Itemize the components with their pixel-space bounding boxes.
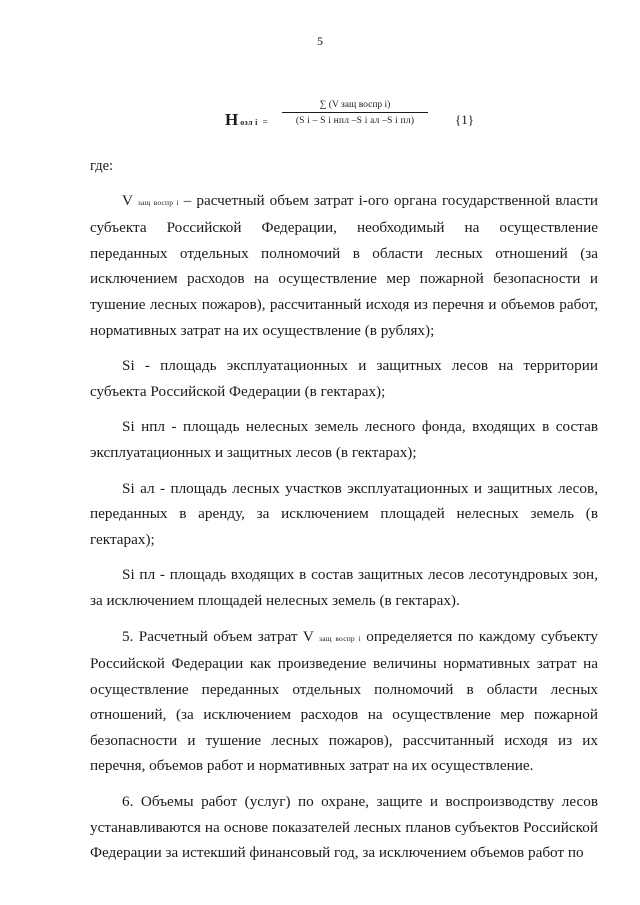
definition-v <box>90 188 598 344</box>
definition-si: Si - площадь эксплуатационных и защитных лесов на территории субъекта Российской Федерации (в гектарах); <box>90 357 598 400</box>
paragraph-6: 6. Объемы работ (услуг) по охране, защите и воспроизводству лесов устанавливаются на основе показателей лесных планов субъектов Российской Федерации за истекший финансовый год, за исключением объемов работ по <box>90 793 598 862</box>
formula-lhs <box>225 110 268 130</box>
definition-si-al: Si ал - площадь лесных участков эксплуатационных и защитных лесов, переданных в аренду, за исключением площадей нелесных земель (в гектарах); <box>90 479 598 548</box>
formula-numerator: ∑ (V защ воспр i) <box>319 100 391 110</box>
page-number: 5 <box>317 34 323 48</box>
formula-symbol: Н <box>225 110 239 129</box>
definition-si-npl: Si нпл - площадь нелесных земель лесного фонда, входящих в состав эксплуатационных и защитных лесов (в гектарах); <box>90 418 598 461</box>
paragraph-5-subscript: защ воспр i <box>319 633 361 643</box>
definition-si-pl: Si пл - площадь входящих в состав защитных лесов лесотундровых зон, за исключением площадей нелесных земель (в гектарах). <box>90 566 598 609</box>
formula-equals: = <box>262 117 268 127</box>
definition-v-subscript: защ воспр i <box>137 197 179 207</box>
paragraph-5-before: 5. Расчетный объем затрат V <box>122 627 320 645</box>
definition-v-symbol: V <box>122 191 133 209</box>
document-body <box>90 154 598 866</box>
paragraph-5 <box>90 624 598 780</box>
formula-denominator: (S i – S i нпл –S i ал –S i пл) <box>295 116 415 126</box>
definition-v-text: – расчетный объем затрат i-ого органа государственной власти субъекта Российской Федерации, необходимый на осуществление переданных отдельных полномочий в области лесных отношений (за исключением расходов на осуществление мер пожарной безопасности и тушение лесных пожаров), рассчитанный исходя из перечня и объемов работ, нормативных затрат на их осуществление (в рублях); <box>90 191 598 339</box>
formula-number: {1} <box>455 112 474 127</box>
formula-fraction <box>280 100 430 126</box>
paragraph-5-after: определяется по каждому субъекту Российской Федерации как произведение величины нормативных затрат на осуществление переданных отдельных полномочий в области лесных отношений, (за исключением расходов на осуществление мер пожарной безопасности и тушение лесных пожаров), рассчитанный исходя из их перечня, объемов работ и нормативных затрат на их осуществление. <box>90 627 598 775</box>
where-label: где: <box>90 158 114 174</box>
formula-subscript: озл i <box>240 118 258 127</box>
